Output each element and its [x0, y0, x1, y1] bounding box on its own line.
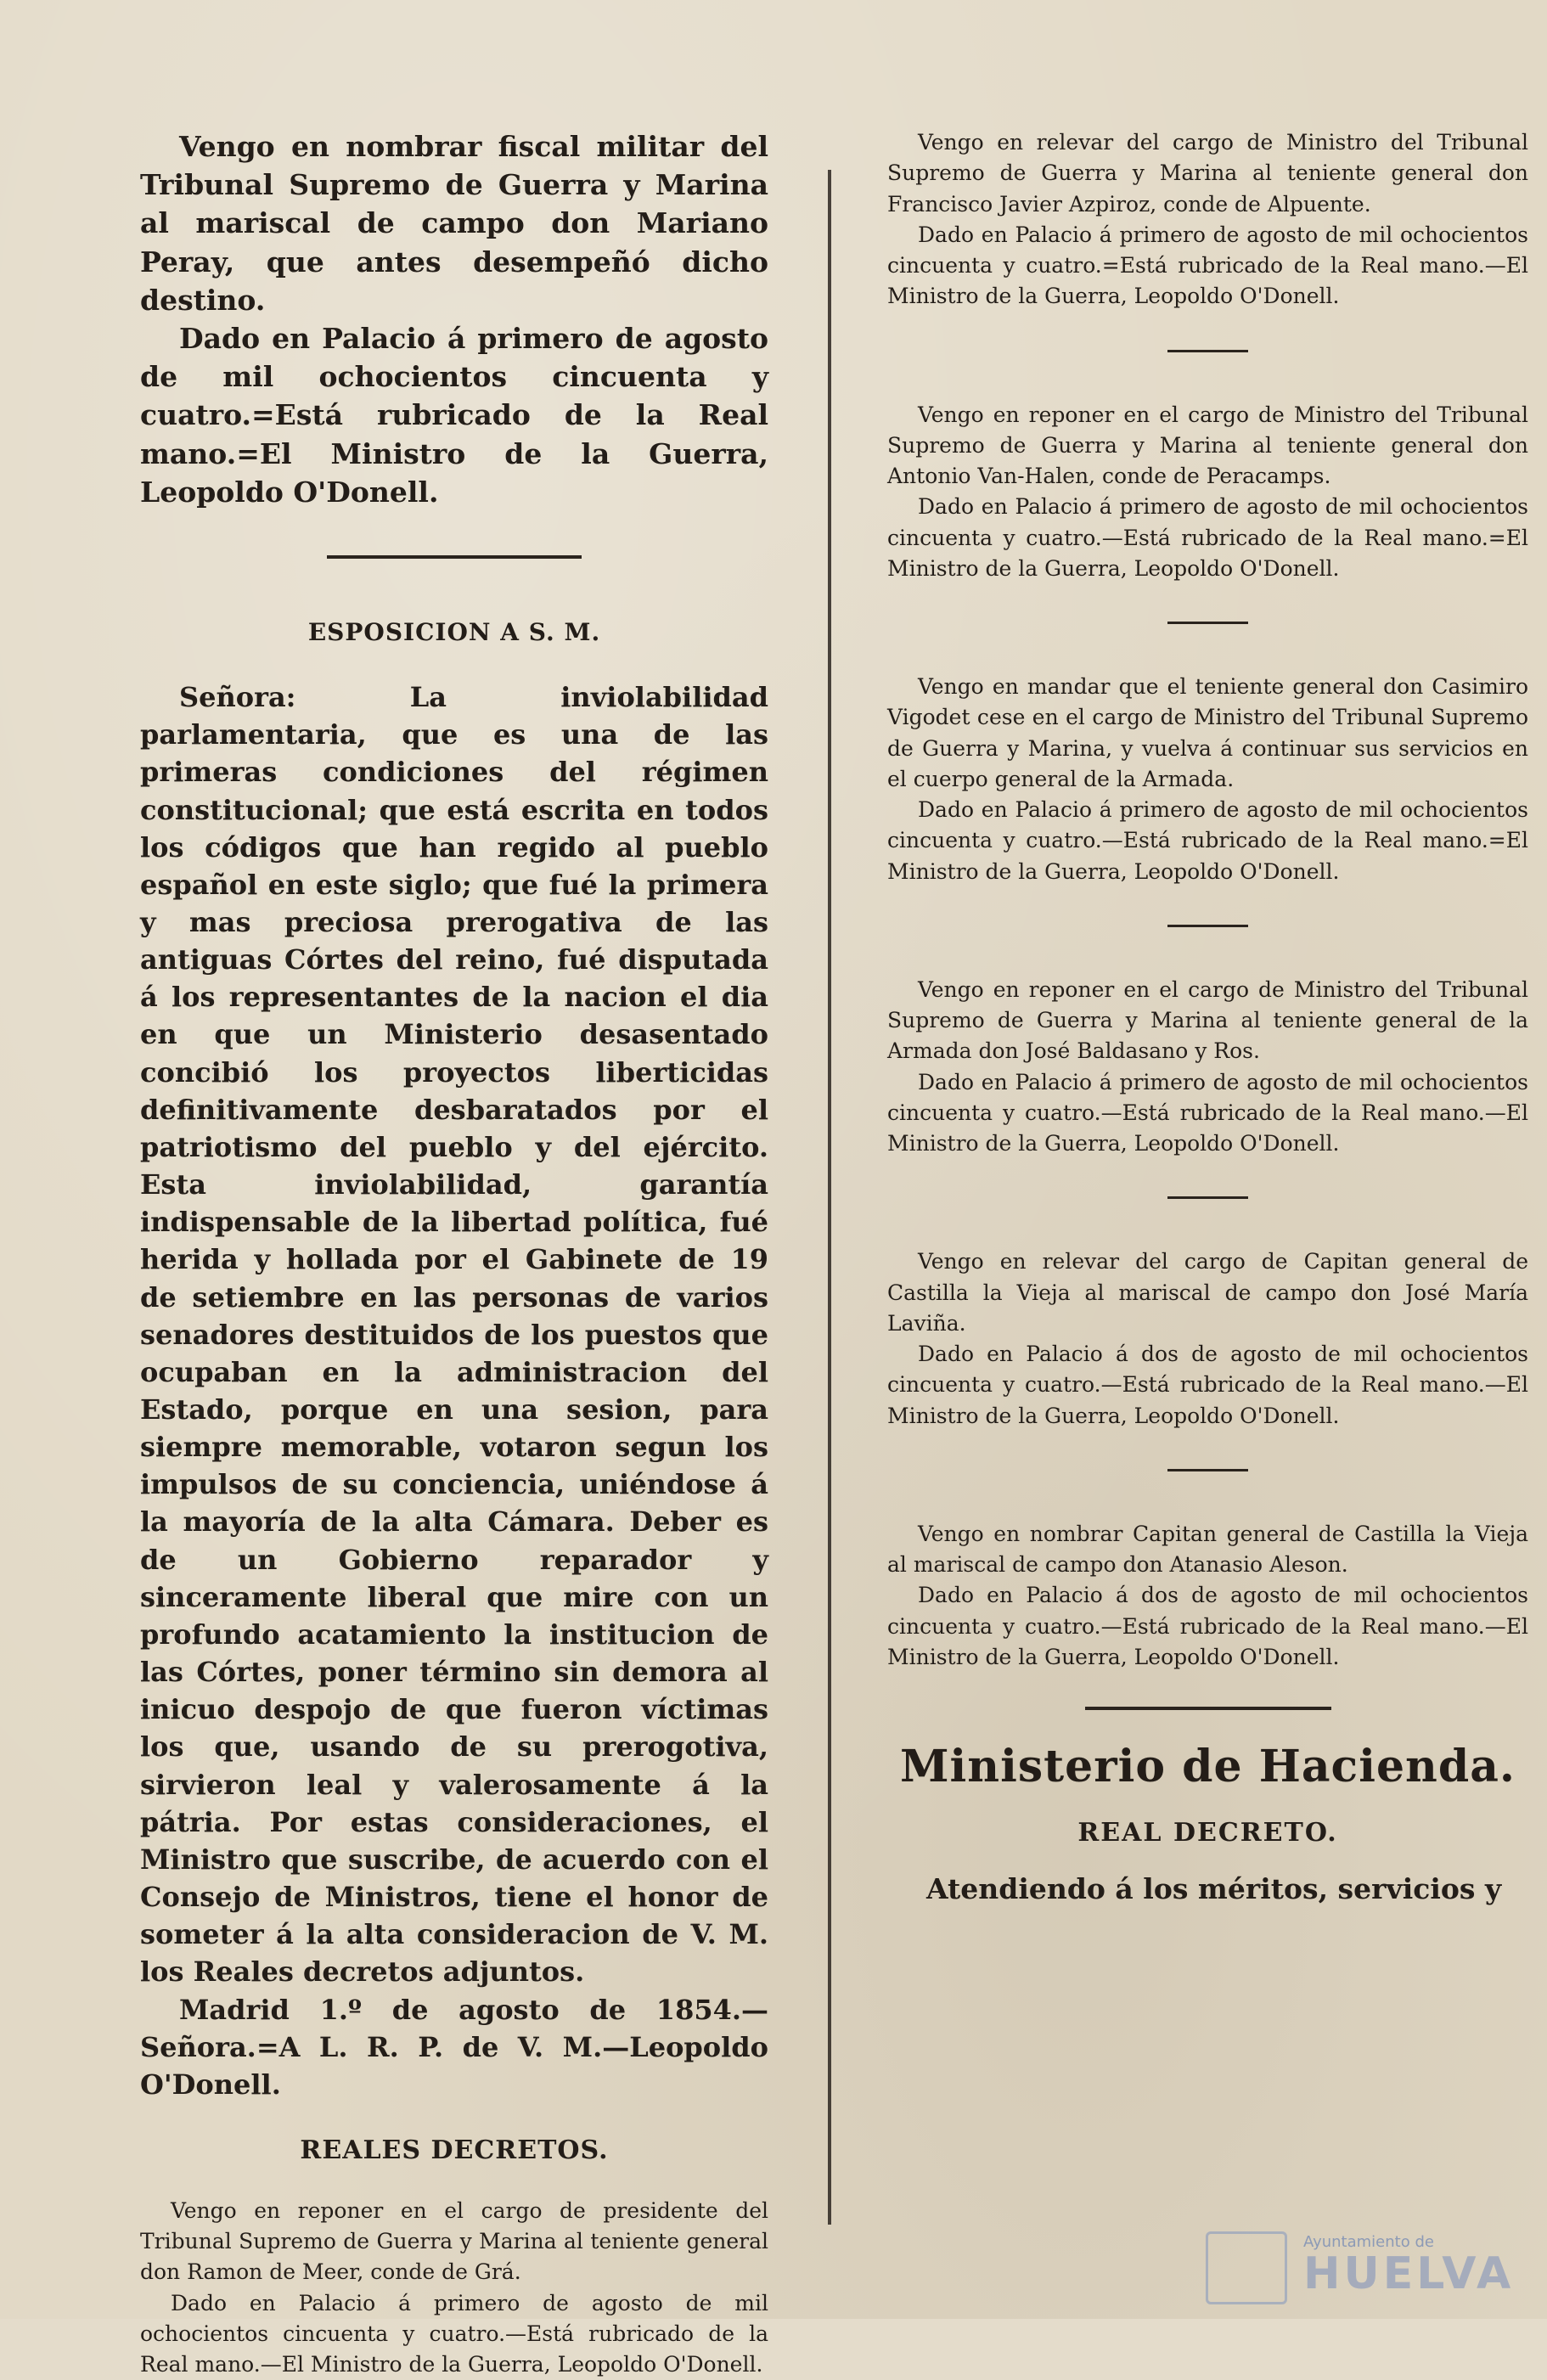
shield-icon: [1206, 2231, 1287, 2304]
decree-aleson-signature: Dado en Palacio á dos de agosto de mil ochocientos cincuenta y cuatro.—Está rubricado de la Real mano.—El Ministro de la Guerra, Leopoldo O'Donell.: [887, 1583, 1528, 1669]
right-column: [887, 127, 1528, 1908]
watermark-small-text: Ayuntamiento de: [1303, 2233, 1434, 2251]
exposicion-signature: Madrid 1.º de agosto de 1854.—Señora.=A L. R. P. de V. M.—Leopoldo O'Donell.: [140, 1993, 768, 2101]
decree-lavina: Vengo en relevar del cargo de Capitan general de Castilla la Vieja al mariscal de campo don José María Laviña.: [887, 1249, 1528, 1336]
decree-baldasano-signature: Dado en Palacio á primero de agosto de mil ochocientos cincuenta y cuatro.—Está rubricado de la Real mano.—El Ministro de la Guerra, Leopoldo O'Donell.: [887, 1069, 1528, 1156]
huelva-watermark: [1206, 2225, 1537, 2305]
decree-aleson: Vengo en nombrar Capitan general de Castilla la Vieja al mariscal de campo don Atanasio Aleson.: [887, 1521, 1528, 1577]
decree-azpiroz-signature: Dado en Palacio á primero de agosto de mil ochocientos cincuenta y cuatro.=Está rubricado de la Real mano.—El Ministro de la Guerra, Leopoldo O'Donell.: [887, 222, 1528, 309]
decree-vigodet-signature: Dado en Palacio á primero de agosto de mil ochocientos cincuenta y cuatro.—Está rubricado de la Real mano.=El Ministro de la Guerra, Leopoldo O'Donell.: [887, 797, 1528, 884]
decree-vanhalen-signature: Dado en Palacio á primero de agosto de mil ochocientos cincuenta y cuatro.—Está rubricado de la Real mano.=El Ministro de la Guerra, Leopoldo O'Donell.: [887, 494, 1528, 581]
decree-fiscal: Vengo en nombrar fiscal militar del Tribunal Supremo de Guerra y Marina al mariscal de campo don Mariano Peray, que antes desempeñó dicho destino.: [140, 130, 768, 317]
decree-meer-signature: Dado en Palacio á primero de agosto de mil ochocientos cincuenta y cuatro.—Está rubricado de la Real mano.—El Ministro de la Guerra, Leopoldo O'Donell.: [140, 2290, 768, 2377]
real-decreto-heading: REAL DECRETO.: [1077, 1818, 1338, 1848]
decree-fiscal-signature: Dado en Palacio á primero de agosto de mil ochocientos cincuenta y cuatro.=Está rubricado de la Real mano.=El Ministro de la Guerra, Leopoldo O'Donell.: [140, 322, 768, 509]
reales-decretos-heading: REALES DECRETOS.: [300, 2135, 609, 2165]
exposicion-heading: ESPOSICION A S. M.: [307, 618, 601, 647]
exposicion-body: Señora: La inviolabilidad parlamentaria, que es una de las primeras condiciones del régimen constitucional; que está escrita en todos los códigos que han regido al pueblo español en este siglo; que fué la primera y mas preciosa prerogativa de las antiguas Córtes del reino, fué disputada á los representantes de la nacion el dia en que un Ministerio desasentado concibió los proyectos liberticidas definitivamente desbaratados por el patriotismo del pueblo y del ejército. Esta inviolabilidad, garantía indispensable de la libertad política, fué herida y hollada por el Gabinete de 19 de setiembre en las personas de varios senadores destituidos de los puestos que ocupaban en la administracion del Estado, porque en una sesion, para siempre memorable, votaron segun los impulsos de su conciencia, uniéndose á la mayoría de la alta Cámara. Deber es de un Gobierno reparador y sinceramente liberal que mire con un profundo acatamiento la institucion de las Córtes, poner término sin demora al inicuo despojo de que fueron víctimas los que, usando de su prerogotiva, sirvieron leal y valerosamente á la pátria. Por estas consideraciones, el Ministro que suscribe, de acuerdo con el Consejo de Ministros, tiene el honor de someter á la alta consideracion de V. M. los Reales decretos adjuntos.: [140, 681, 768, 1989]
decree-vigodet: Vengo en mandar que el teniente general don Casimiro Vigodet cese en el cargo de Ministro del Tribunal Supremo de Guerra y Marina, y vuelva á continuar sus servicios en el cuerpo general de la Armada.: [887, 674, 1528, 791]
decree-lavina-signature: Dado en Palacio á dos de agosto de mil ochocientos cincuenta y cuatro.—Está rubricado de la Real mano.—El Ministro de la Guerra, Leopoldo O'Donell.: [887, 1342, 1528, 1428]
decree-baldasano: Vengo en reponer en el cargo de Ministro del Tribunal Supremo de Guerra y Marina al teniente general de la Armada don José Baldasano y Ros.: [887, 976, 1528, 1064]
left-column: [140, 127, 768, 2380]
decree-azpiroz: Vengo en relevar del cargo de Ministro del Tribunal Supremo de Guerra y Marina al teniente general don Francisco Javier Azpiroz, conde de Alpuente.: [887, 130, 1528, 217]
column-divider: [828, 170, 831, 2225]
watermark-big-text: HUELVA: [1303, 2248, 1515, 2299]
ministerio-hacienda-heading: Ministerio de Hacienda.: [899, 1741, 1516, 1792]
hacienda-decree-start: Atendiendo á los méritos, servicios y: [926, 1872, 1502, 1905]
decree-vanhalen: Vengo en reponer en el cargo de Ministro del Tribunal Supremo de Guerra y Marina al teniente general don Antonio Van-Halen, conde de Peracamps.: [887, 402, 1528, 488]
decree-meer: Vengo en reponer en el cargo de presidente del Tribunal Supremo de Guerra y Marina al teniente general don Ramon de Meer, conde de Grá.: [140, 2197, 768, 2285]
